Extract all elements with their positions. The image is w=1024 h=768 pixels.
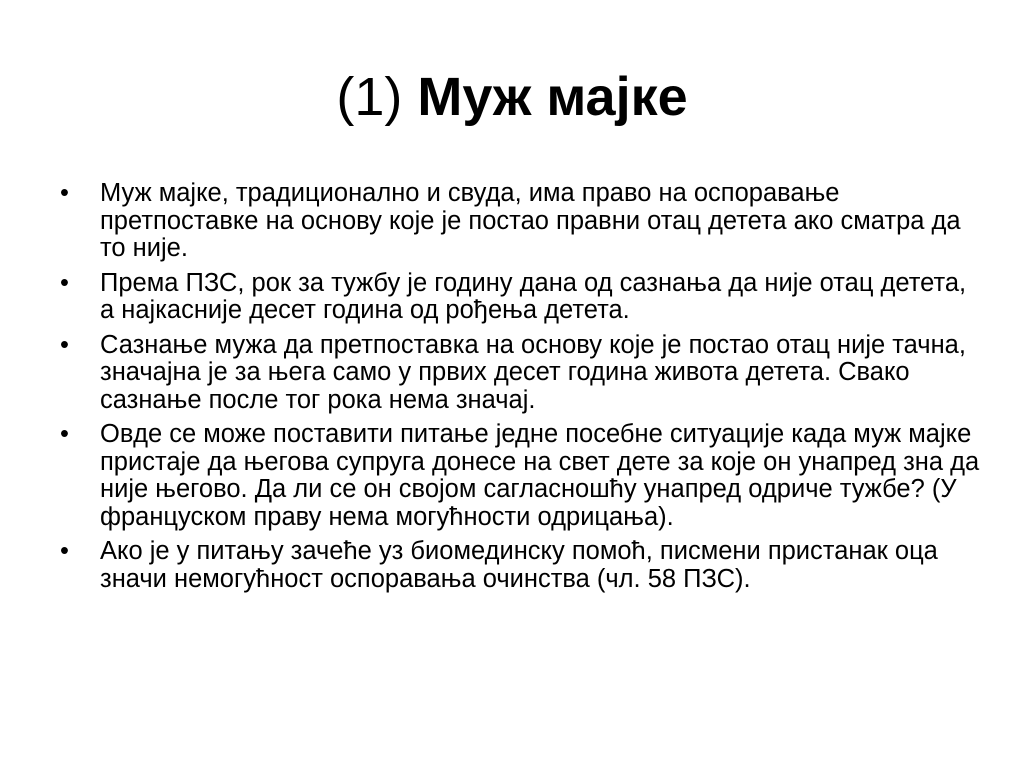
bullet-item [60,538,980,593]
bullet-icon: • [60,268,69,297]
bullet-item [60,332,980,415]
bullet-icon: • [60,179,69,207]
bullet-text: Ако је у питању зачеће уз биомединску помоћ, писмени пристанак оца значи немогућност оспоравања очинства (чл. 58 ПЗС). [100,537,938,593]
bullet-icon: • [60,537,69,565]
bullet-list [60,180,980,600]
bullet-text: Овде се може поставити питање једне посебне ситуације када муж мајке пристаје да његова супруга донесе на свет дете за које он унапред зна да није његово. Да ли се он својом сагласношћу унапред одриче тужбе? (У француском праву нема могућности одрицања). [100,420,980,531]
bullet-item [60,180,980,263]
slide-title [0,62,1024,132]
bullet-text: Муж мајке, традиционално и свуда, има право на оспоравање претпоставке на основу које је постао правни отац детета ако сматра да то није. [100,179,961,262]
bullet-text: Сазнање мужа да претпоставка на основу које је постао отац није тачна, значајна је за њега само у првих десет година живота детета. Свако сазнање после тог рока нема значај. [100,330,966,414]
bullet-icon: • [60,420,69,448]
bullet-icon: • [60,330,69,359]
title-prefix: (1) [336,67,403,127]
title-main: Муж мајке [417,67,688,127]
bullet-text: Према ПЗС, рок за тужбу је годину дана од сазнања да није отац детета, а најкасније десет година од рођења детета. [100,268,967,324]
bullet-item [60,270,980,325]
bullet-item [60,421,980,531]
